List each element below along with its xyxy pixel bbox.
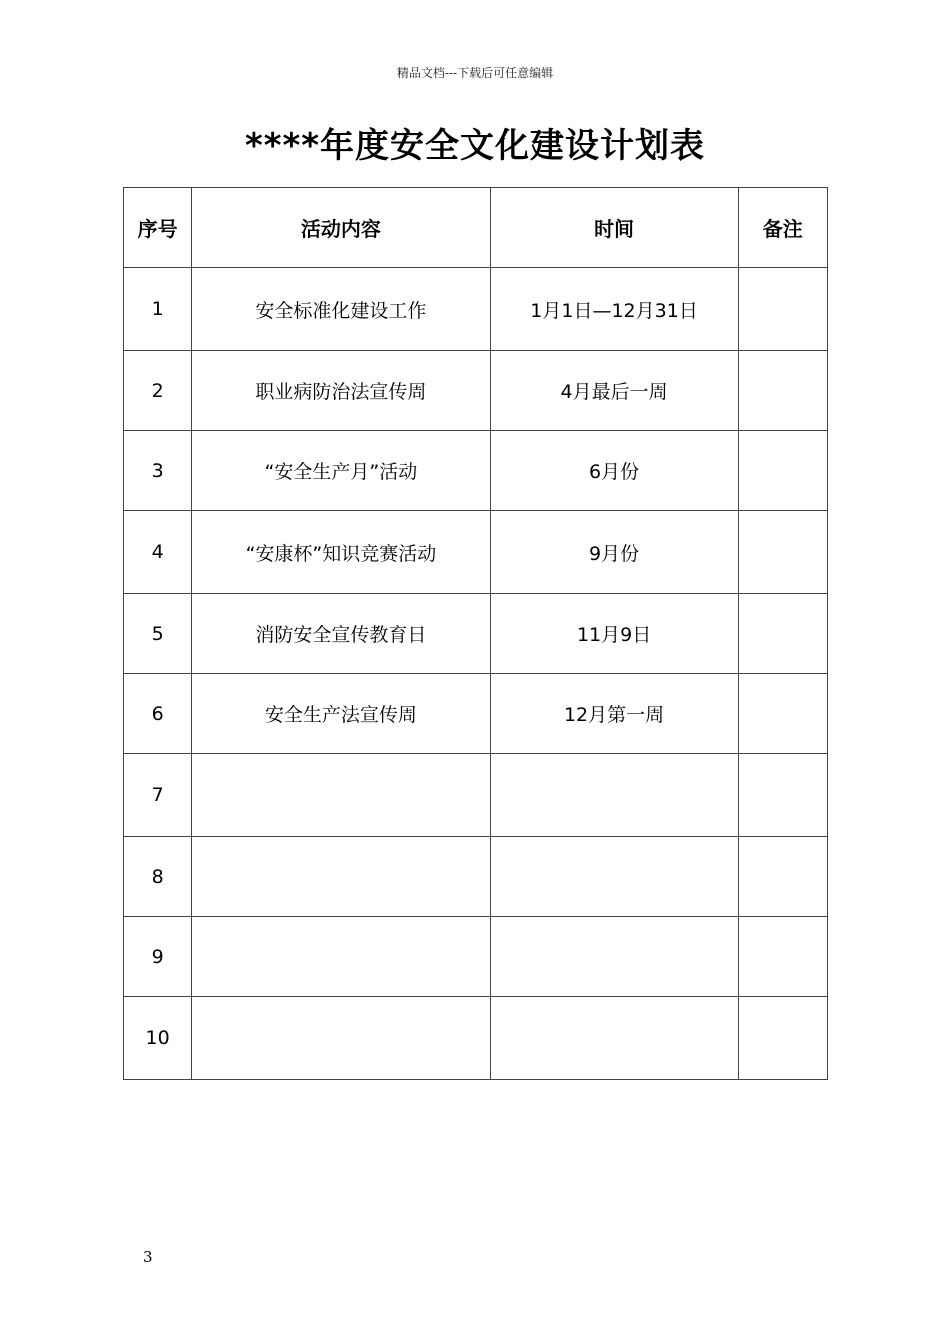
cell-no: 9 [124, 917, 192, 997]
cell-no: 6 [124, 674, 192, 754]
cell-no: 5 [124, 594, 192, 674]
table-row [124, 917, 828, 997]
cell-activity: 安全生产法宣传周 [192, 674, 490, 754]
cell-no: 10 [124, 997, 192, 1080]
cell-time: 6月份 [490, 431, 738, 511]
cell-activity [192, 997, 490, 1080]
page-title: ****年度安全文化建设计划表 [244, 126, 706, 166]
table-row [124, 997, 828, 1080]
cell-time [490, 917, 738, 997]
column-header-note: 备注 [738, 188, 827, 268]
cell-note [738, 997, 827, 1080]
cell-activity: 职业病防治法宣传周 [192, 351, 490, 431]
table-row [124, 351, 828, 431]
table-row [124, 754, 828, 837]
cell-time [490, 837, 738, 917]
cell-no: 1 [124, 268, 192, 351]
cell-time: 12月第一周 [490, 674, 738, 754]
table-row [124, 431, 828, 511]
cell-note [738, 674, 827, 754]
table-row [124, 594, 828, 674]
plan-table [123, 187, 828, 1080]
cell-activity: “安全生产月”活动 [192, 431, 490, 511]
cell-time: 4月最后一周 [490, 351, 738, 431]
cell-time: 1月1日—12月31日 [490, 268, 738, 351]
table-row [124, 837, 828, 917]
cell-activity: 消防安全宣传教育日 [192, 594, 490, 674]
cell-note [738, 594, 827, 674]
cell-no: 2 [124, 351, 192, 431]
header-note: 精品文档---下载后可任意编辑 [396, 66, 554, 80]
cell-note [738, 837, 827, 917]
page-number: 3 [143, 1248, 153, 1266]
cell-note [738, 511, 827, 594]
cell-time [490, 754, 738, 837]
cell-no: 3 [124, 431, 192, 511]
cell-note [738, 917, 827, 997]
cell-no: 4 [124, 511, 192, 594]
cell-note [738, 268, 827, 351]
cell-activity: 安全标准化建设工作 [192, 268, 490, 351]
column-header-activity: 活动内容 [192, 188, 490, 268]
cell-time [490, 997, 738, 1080]
cell-no: 7 [124, 754, 192, 837]
cell-activity [192, 837, 490, 917]
cell-activity [192, 754, 490, 837]
column-header-time: 时间 [490, 188, 738, 268]
cell-time: 9月份 [490, 511, 738, 594]
cell-time: 11月9日 [490, 594, 738, 674]
cell-activity [192, 917, 490, 997]
table-row [124, 674, 828, 754]
cell-activity: “安康杯”知识竞赛活动 [192, 511, 490, 594]
table-row [124, 511, 828, 594]
table-header-row [124, 188, 828, 268]
column-header-no: 序号 [124, 188, 192, 268]
table-row [124, 268, 828, 351]
cell-no: 8 [124, 837, 192, 917]
cell-note [738, 351, 827, 431]
cell-note [738, 754, 827, 837]
cell-note [738, 431, 827, 511]
